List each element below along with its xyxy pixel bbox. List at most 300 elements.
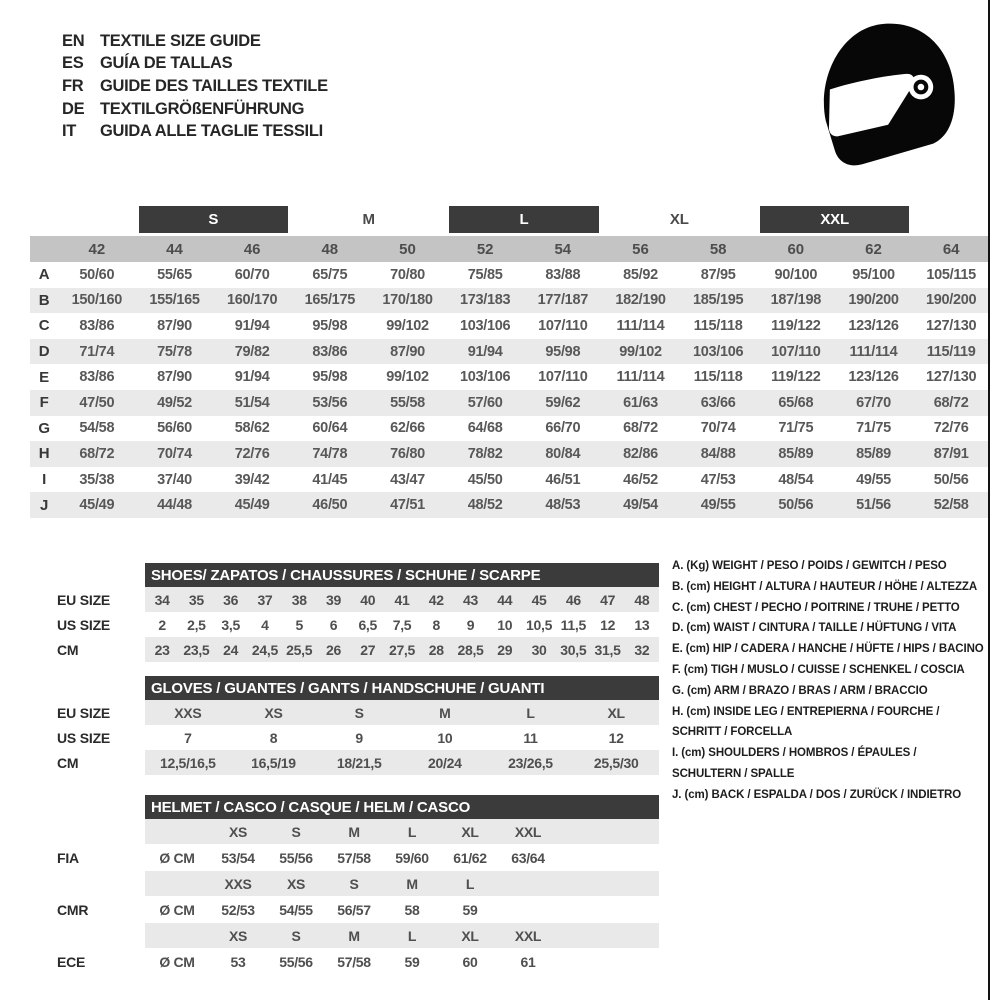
language-row [62,53,328,76]
measurement-value: 58/62 [234,420,270,437]
helmet-size-label: M [406,875,418,892]
guide-title: GUÍA DE TALLAS [100,54,233,73]
size-value: 8 [432,616,440,633]
size-row [45,637,659,662]
measurement-value: 51/54 [234,394,270,411]
size-value: 10 [437,729,453,746]
row-letter: G [38,419,50,437]
size-group-header: XL [669,211,689,228]
measurement-value: 46/50 [312,497,348,514]
measurement-value: 59/62 [545,394,581,411]
helmet-value: 63/64 [511,849,545,866]
legend-item: H. (cm) INSIDE LEG / ENTREPIERNA / FOURCHE / SCHRITT / FORCELLA [672,705,940,739]
size-value: 25,5 [286,641,313,658]
size-value: 44 [497,591,513,608]
helmet-value [499,896,557,923]
size-value: 20/24 [428,754,462,771]
row-letter: F [39,394,49,412]
size-col-header: 50 [399,240,416,258]
measurement-value: 107/110 [771,343,821,360]
measurement-value: 71/75 [856,420,891,437]
measurement-value: 105/115 [926,266,976,283]
measurement-value: 49/52 [157,394,192,411]
measurement-value: 46/51 [545,471,581,488]
measurement-value: 45/50 [467,471,503,488]
measurement-value: 127/130 [925,369,977,386]
measurement-value: 90/100 [774,266,818,283]
measurement-value: 155/165 [149,292,200,309]
helmet-size-row [45,819,659,844]
measurement-value: 62/66 [390,420,425,437]
size-value: 27 [360,641,376,658]
size-value: S [354,704,364,721]
measurement-value: 65/75 [312,266,348,283]
language-code: FR [62,76,84,95]
row-label: CM [57,641,79,658]
measurement-value: 48/54 [778,471,814,488]
measurement-value: 115/119 [926,343,976,360]
measurement-value: 41/45 [312,471,348,488]
helmet-value-row [45,896,659,923]
shoes-table-title: SHOES/ ZAPATOS / CHAUSSURES / SCHUHE / SCARPE [145,563,659,587]
measurement-value: 95/98 [312,317,348,334]
measurement-value: 83/86 [79,317,115,334]
measurement-value: 76/80 [390,445,425,462]
helmet-size-label [499,871,557,896]
helmet-value: 53 [230,953,246,970]
helmet-size-label: XL [461,927,479,944]
size-row [45,587,659,612]
size-value: 10,5 [526,616,553,633]
measurement-value: 85/89 [778,445,814,462]
size-value: 47 [600,591,616,608]
language-code: IT [62,122,77,141]
size-value: 23/26,5 [508,754,553,771]
measurement-value: 91/94 [234,369,270,386]
size-col-header: 48 [321,240,339,258]
measurement-value: 75/85 [467,266,503,283]
measurement-row [30,364,990,390]
size-value: 11 [523,729,538,746]
shoes-rows [45,587,659,662]
measurement-value: 91/94 [234,317,270,334]
textile-size-table [30,206,990,518]
measurement-value: 165/175 [304,292,355,309]
measurement-value: 119/122 [771,317,821,334]
guide-title: TEXTILGRÖßENFÜHRUNG [100,99,305,118]
unit-spacer [145,819,209,844]
helmet-rows [45,819,659,975]
helmet-value: 53/54 [221,849,255,866]
size-value: XL [607,704,625,721]
row-letter: A [38,266,50,284]
legend-item: F. (cm) TIGH / MUSLO / CUISSE / SCHENKEL / COSCIA [672,663,965,676]
size-value: 23,5 [183,641,210,658]
helmet-value: 59/60 [395,849,429,866]
helmet-size-label: XXS [224,875,252,892]
measurement-row [30,288,990,314]
helmet-value: 60 [462,953,478,970]
legend-item: A. (Kg) WEIGHT / PESO / POIDS / GEWITCH / PESO [672,560,947,572]
size-value: 6 [329,616,338,633]
measurement-value: 190/200 [848,292,899,309]
measurement-value: 150/160 [71,292,122,309]
size-group-header: XXL [760,206,909,233]
measurement-value: 70/80 [390,266,425,283]
measurement-value: 48/52 [467,497,503,514]
size-value: 12,5/16,5 [159,754,216,771]
measurement-value: 75/78 [157,343,192,360]
measurement-row [30,390,990,416]
helmet-size-label: L [407,823,417,840]
size-row [45,700,659,725]
size-value: 5 [295,616,303,633]
size-value: 11,5 [560,616,586,633]
measurement-value: 63/66 [700,394,736,411]
size-value: 9 [355,729,363,746]
size-value: 48 [634,591,650,608]
measurement-value: 61/63 [623,394,658,411]
measurement-value: 80/84 [545,445,581,462]
size-col-header: 62 [865,240,882,258]
measurement-value: 68/72 [623,420,658,437]
measurement-value: 119/122 [771,369,821,386]
size-value: 2,5 [187,616,206,633]
size-value: 42 [428,591,444,608]
legend-item: D. (cm) WAIST / CINTURA / TAILLE / HÜFTUNG / VITA [672,622,957,635]
measurement-value: 71/74 [79,343,115,360]
measurement-value: 64/68 [467,420,503,437]
measurement-value: 71/75 [778,420,814,437]
row-letter: E [39,368,49,386]
measurement-value: 50/56 [778,497,814,514]
size-value: 32 [634,641,650,658]
measurement-value: 54/58 [79,420,115,437]
gloves-rows [45,700,659,775]
guide-title: GUIDE DES TAILLES TEXTILE [100,76,328,95]
measurement-value: 123/126 [848,317,899,334]
helmet-value: 54/55 [279,901,313,918]
measurement-value: 79/82 [234,343,270,360]
helmet-size-row [45,871,659,896]
size-value: 6,5 [358,616,377,633]
measurement-value: 55/65 [157,266,192,283]
language-title-list [62,30,328,143]
measurement-value: 66/70 [545,420,581,437]
measurement-value: 48/53 [545,497,581,514]
racing-helmet-icon [800,14,968,174]
helmet-size-label: XS [228,927,248,944]
measurement-value: 123/126 [848,369,899,386]
size-col-header: 56 [632,240,649,258]
measurement-row [30,416,990,442]
helmet-size-label: XL [461,823,479,840]
size-row [45,725,659,750]
size-col-header: 64 [942,240,960,258]
language-row [62,120,328,143]
size-value: 13 [634,616,650,633]
measurement-value: 43/47 [390,471,425,488]
size-number-row [30,236,990,262]
measurement-value: 99/102 [619,343,662,360]
size-value: 38 [291,591,307,608]
row-label: CM [57,754,79,771]
size-row [45,750,659,775]
measurement-value: 49/55 [700,497,736,514]
measurement-row [30,313,990,339]
size-value: 39 [325,591,341,608]
helmet-value: 61 [520,953,536,970]
helmet-value: 52/53 [221,901,255,918]
measurement-value: 37/40 [157,471,192,488]
measurement-value: 87/95 [700,266,736,283]
row-label: US SIZE [57,616,111,633]
size-value: 28 [428,641,444,658]
size-group-header: L [449,206,598,233]
size-value: 31,5 [594,641,621,658]
measurement-value: 52/58 [933,497,969,514]
guide-title: GUIDA ALLE TAGLIE TESSILI [100,122,323,141]
diameter-unit: Ø CM [159,849,195,866]
legend-item: E. (cm) HIP / CADERA / HANCHE / HÜFTE / HIPS / BACINO [672,643,984,656]
measurement-value: 103/106 [459,317,511,334]
size-col-header: 42 [88,240,106,258]
measurement-value: 53/56 [312,394,348,411]
measurement-value: 72/76 [933,420,969,437]
helmet-value: 55/56 [279,849,313,866]
size-value: 27,5 [388,641,416,658]
size-col-header: 58 [709,240,727,258]
helmet-value: 61/62 [453,849,487,866]
helmet-value-row [45,844,659,871]
language-row [62,75,328,98]
measurement-value: 45/49 [79,497,115,514]
size-value: 7 [184,729,192,746]
size-col-header: 46 [243,240,261,258]
measurement-row [30,339,990,365]
size-value: 3,5 [221,616,240,633]
measurement-row [30,441,990,467]
size-value: 24 [223,641,239,658]
size-value: 23 [154,641,170,658]
measurement-value: 87/90 [157,369,192,386]
size-value: 12 [608,729,624,746]
helmet-table [45,795,659,975]
language-row [62,98,328,121]
unit-spacer [145,871,209,896]
standard-label: FIA [57,849,79,866]
legend-item: G. (cm) ARM / BRAZO / BRAS / ARM / BRACCIO [672,684,928,697]
helmet-value-row [45,948,659,975]
size-value: 2 [158,616,166,633]
size-value: 9 [466,616,475,633]
measurement-value: 182/190 [615,292,666,309]
measurement-value: 185/195 [692,292,744,309]
measurement-value: 82/86 [623,445,658,462]
legend-item: I. (cm) SHOULDERS / HOMBROS / ÉPAULES / SCHULTERN / SPALLE [672,747,917,780]
measurement-value: 95/98 [545,343,581,360]
helmet-value: 57/58 [337,849,371,866]
measurement-value: 72/76 [234,445,270,462]
measurement-value: 91/94 [467,343,503,360]
helmet-value: 58 [404,901,420,918]
helmet-size-label: XS [228,823,248,840]
legend-item: B. (cm) HEIGHT / ALTURA / HAUTEUR / HÖHE / ALTEZZA [672,580,978,593]
measurement-value: 95/100 [852,266,895,283]
measurement-rows [30,262,990,518]
standard-label: ECE [57,953,86,970]
helmet-size-label: M [348,823,360,840]
size-value: 16,5/19 [251,754,296,771]
measurement-value: 56/60 [157,420,192,437]
measurement-value: 111/114 [616,317,665,334]
measurement-value: 83/88 [545,266,581,283]
size-group-header: S [139,206,288,233]
row-letter: I [42,471,46,489]
size-value: 10 [497,616,513,633]
size-value: 40 [360,591,376,608]
measurement-value: 95/98 [312,369,348,386]
size-value: 7,5 [392,616,412,633]
size-value: 24,5 [251,641,278,658]
measurement-value: 51/56 [856,497,891,514]
measurement-value: 68/72 [79,445,115,462]
measurement-row [30,262,990,288]
measurement-value: 49/54 [623,497,658,514]
racing-helmet-icon [800,14,968,174]
helmet-size-label: XXL [514,927,542,944]
size-col-header: 44 [166,240,183,258]
size-value: 34 [154,591,170,608]
measurement-legend [672,556,986,806]
measurement-value: 45/49 [234,497,270,514]
measurement-value: 70/74 [157,445,192,462]
measurement-value: 111/114 [616,369,665,386]
row-label: EU SIZE [57,591,111,608]
size-value: 29 [497,641,513,658]
helmet-size-label: S [291,823,301,840]
measurement-value: 103/106 [459,369,511,386]
measurement-row [30,467,990,493]
size-value: 41 [394,591,410,608]
size-value: 30 [531,641,547,658]
size-value: 30,5 [560,641,587,658]
measurement-value: 84/88 [700,445,736,462]
shoes-table [45,563,659,662]
helmet-value: 56/57 [337,901,371,918]
measurement-value: 74/78 [312,445,348,462]
measurement-value: 47/51 [390,497,425,514]
helmet-value: 57/58 [337,953,371,970]
size-row [45,612,659,637]
row-letter: D [38,343,50,361]
standard-label: CMR [57,901,89,918]
measurement-row [30,492,990,518]
measurement-value: 127/130 [925,317,977,334]
helmet-size-label: XXL [514,823,542,840]
measurement-value: 44/48 [157,497,192,514]
helmet-size-row [45,923,659,948]
measurement-value: 46/52 [623,471,658,488]
measurement-value: 85/92 [623,266,658,283]
size-value: 18/21,5 [336,754,382,771]
size-value: 25,5/30 [593,754,639,771]
measurement-value: 67/70 [856,394,891,411]
measurement-value: 60/70 [234,266,270,283]
measurement-value: 115/118 [693,317,743,334]
measurement-value: 99/102 [386,369,429,386]
size-value: L [526,704,535,721]
measurement-value: 39/42 [234,471,270,488]
measurement-value: 47/50 [79,394,115,411]
measurement-value: 50/60 [79,266,115,283]
measurement-value: 99/102 [386,317,429,334]
measurement-value: 187/198 [770,292,821,309]
size-col-header: 52 [476,240,494,258]
measurement-value: 35/38 [79,471,115,488]
size-value: M [439,704,451,721]
size-value: 4 [261,616,269,633]
measurement-value: 103/106 [692,343,744,360]
measurement-value: 87/91 [933,445,969,462]
row-letter: J [39,496,49,514]
measurement-value: 111/114 [849,343,898,360]
measurement-value: 70/74 [700,420,736,437]
language-code: EN [62,31,85,50]
measurement-value: 160/170 [226,292,278,309]
unit-spacer [145,923,209,948]
size-value: 37 [257,591,273,608]
size-value: XXS [174,704,202,721]
diameter-unit: Ø CM [159,953,195,970]
language-code: DE [62,99,85,118]
helmet-size-label: L [407,927,417,944]
size-value: 26 [325,641,341,658]
size-col-header: 54 [554,240,572,258]
row-letter: H [38,445,50,463]
measurement-value: 177/187 [537,292,588,309]
helmet-size-label: M [348,927,360,944]
measurement-value: 87/90 [390,343,425,360]
measurement-value: 173/183 [459,292,511,309]
size-col-header: 60 [787,240,805,258]
size-value: 35 [188,591,204,608]
row-label: US SIZE [57,729,111,746]
helmet-size-label: XS [286,875,306,892]
size-value: 36 [223,591,239,608]
helmet-value: 55/56 [279,953,313,970]
diameter-unit: Ø CM [159,901,195,918]
size-value: 43 [463,591,479,608]
measurement-value: 78/82 [467,445,503,462]
measurement-value: 87/90 [157,317,192,334]
helmet-value: 59 [404,953,420,970]
row-letter: B [38,291,50,309]
helmet-size-label: L [465,875,475,892]
page-border-line [988,0,990,1000]
row-label: EU SIZE [57,704,111,721]
measurement-value: 47/53 [700,471,736,488]
size-value: 12 [600,616,616,633]
language-code: ES [62,54,84,73]
measurement-value: 85/89 [856,445,891,462]
helmet-size-label: S [291,927,301,944]
measurement-value: 65/68 [778,394,814,411]
gloves-table [45,676,659,775]
measurement-value: 68/72 [933,394,969,411]
guide-title: TEXTILE SIZE GUIDE [100,31,261,50]
measurement-value: 170/180 [382,292,433,309]
